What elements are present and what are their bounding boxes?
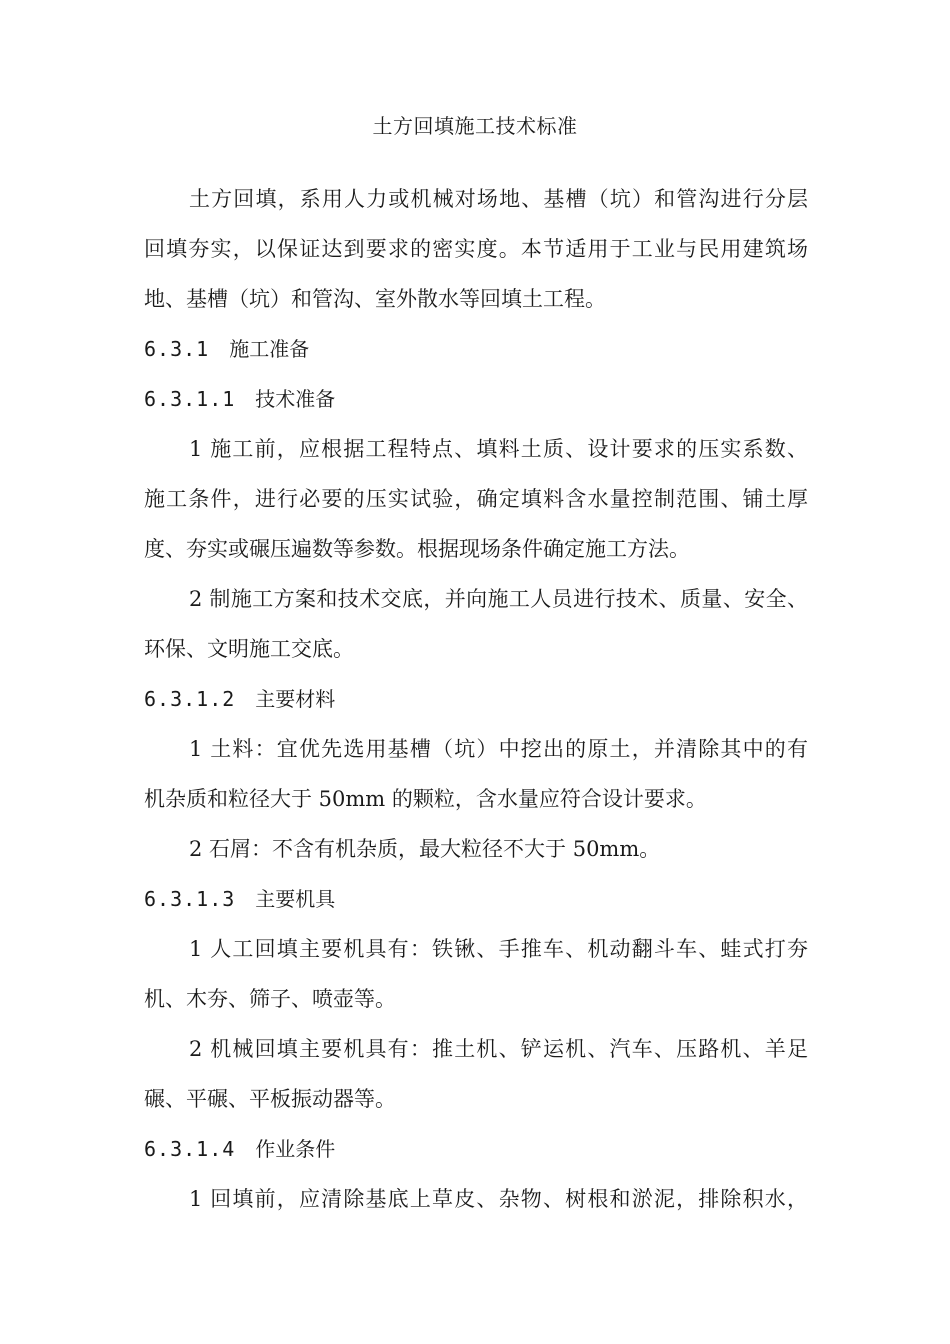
paragraph-line: 地、基槽（坑）和管沟、室外散水等回填土工程。 xyxy=(144,287,606,311)
paragraph-line: 1 回填前，应清除基底上草皮、杂物、树根和淤泥，排除积水， xyxy=(189,1187,808,1211)
paragraph-line: 土方回填，系用人力或机械对场地、基槽（坑）和管沟进行分层 xyxy=(189,187,808,211)
subsection-heading xyxy=(144,1134,335,1164)
paragraph-line: 度、夯实或碾压遍数等参数。根据现场条件确定施工方法。 xyxy=(144,537,690,561)
section-label: 主要机具 xyxy=(255,887,336,911)
subsection-heading xyxy=(144,384,335,414)
section-number: 6.3.1 xyxy=(144,337,210,361)
section-label: 作业条件 xyxy=(255,1137,336,1161)
section-number: 6.3.1.2 xyxy=(144,687,236,711)
paragraph-line: 1 施工前，应根据工程特点、填料土质、设计要求的压实系数、 xyxy=(189,437,808,461)
section-number: 6.3.1.4 xyxy=(144,1137,236,1161)
section-label: 技术准备 xyxy=(255,387,336,411)
paragraph-line: 机、木夯、筛子、喷壶等。 xyxy=(144,987,396,1011)
section-label: 施工准备 xyxy=(229,337,310,361)
subsection-heading xyxy=(144,684,335,714)
paragraph-line: 机杂质和粒径大于 50mm 的颗粒，含水量应符合设计要求。 xyxy=(144,787,707,811)
paragraph-line: 2 制施工方案和技术交底，并向施工人员进行技术、质量、安全、 xyxy=(189,587,808,611)
paragraph-line: 2 石屑：不含有机杂质，最大粒径不大于 50mm。 xyxy=(189,837,661,861)
subsection-heading xyxy=(144,884,335,914)
section-number: 6.3.1.1 xyxy=(144,387,236,411)
paragraph-line: 施工条件，进行必要的压实试验，确定填料含水量控制范围、铺土厚 xyxy=(144,487,808,511)
paragraph-line: 1 人工回填主要机具有：铁锹、手推车、机动翻斗车、蛙式打夯 xyxy=(189,937,808,961)
section-heading xyxy=(144,334,309,364)
paragraph-line: 回填夯实，以保证达到要求的密实度。本节适用于工业与民用建筑场 xyxy=(144,237,808,261)
paragraph-line: 环保、文明施工交底。 xyxy=(144,637,354,661)
page-title: 土方回填施工技术标准 xyxy=(372,114,578,138)
paragraph-line: 碾、平碾、平板振动器等。 xyxy=(144,1087,396,1111)
paragraph-line: 1 土料：宜优先选用基槽（坑）中挖出的原土，并清除其中的有 xyxy=(189,737,808,761)
paragraph-line: 2 机械回填主要机具有：推土机、铲运机、汽车、压路机、羊足 xyxy=(189,1037,808,1061)
section-number: 6.3.1.3 xyxy=(144,887,236,911)
section-label: 主要材料 xyxy=(255,687,336,711)
